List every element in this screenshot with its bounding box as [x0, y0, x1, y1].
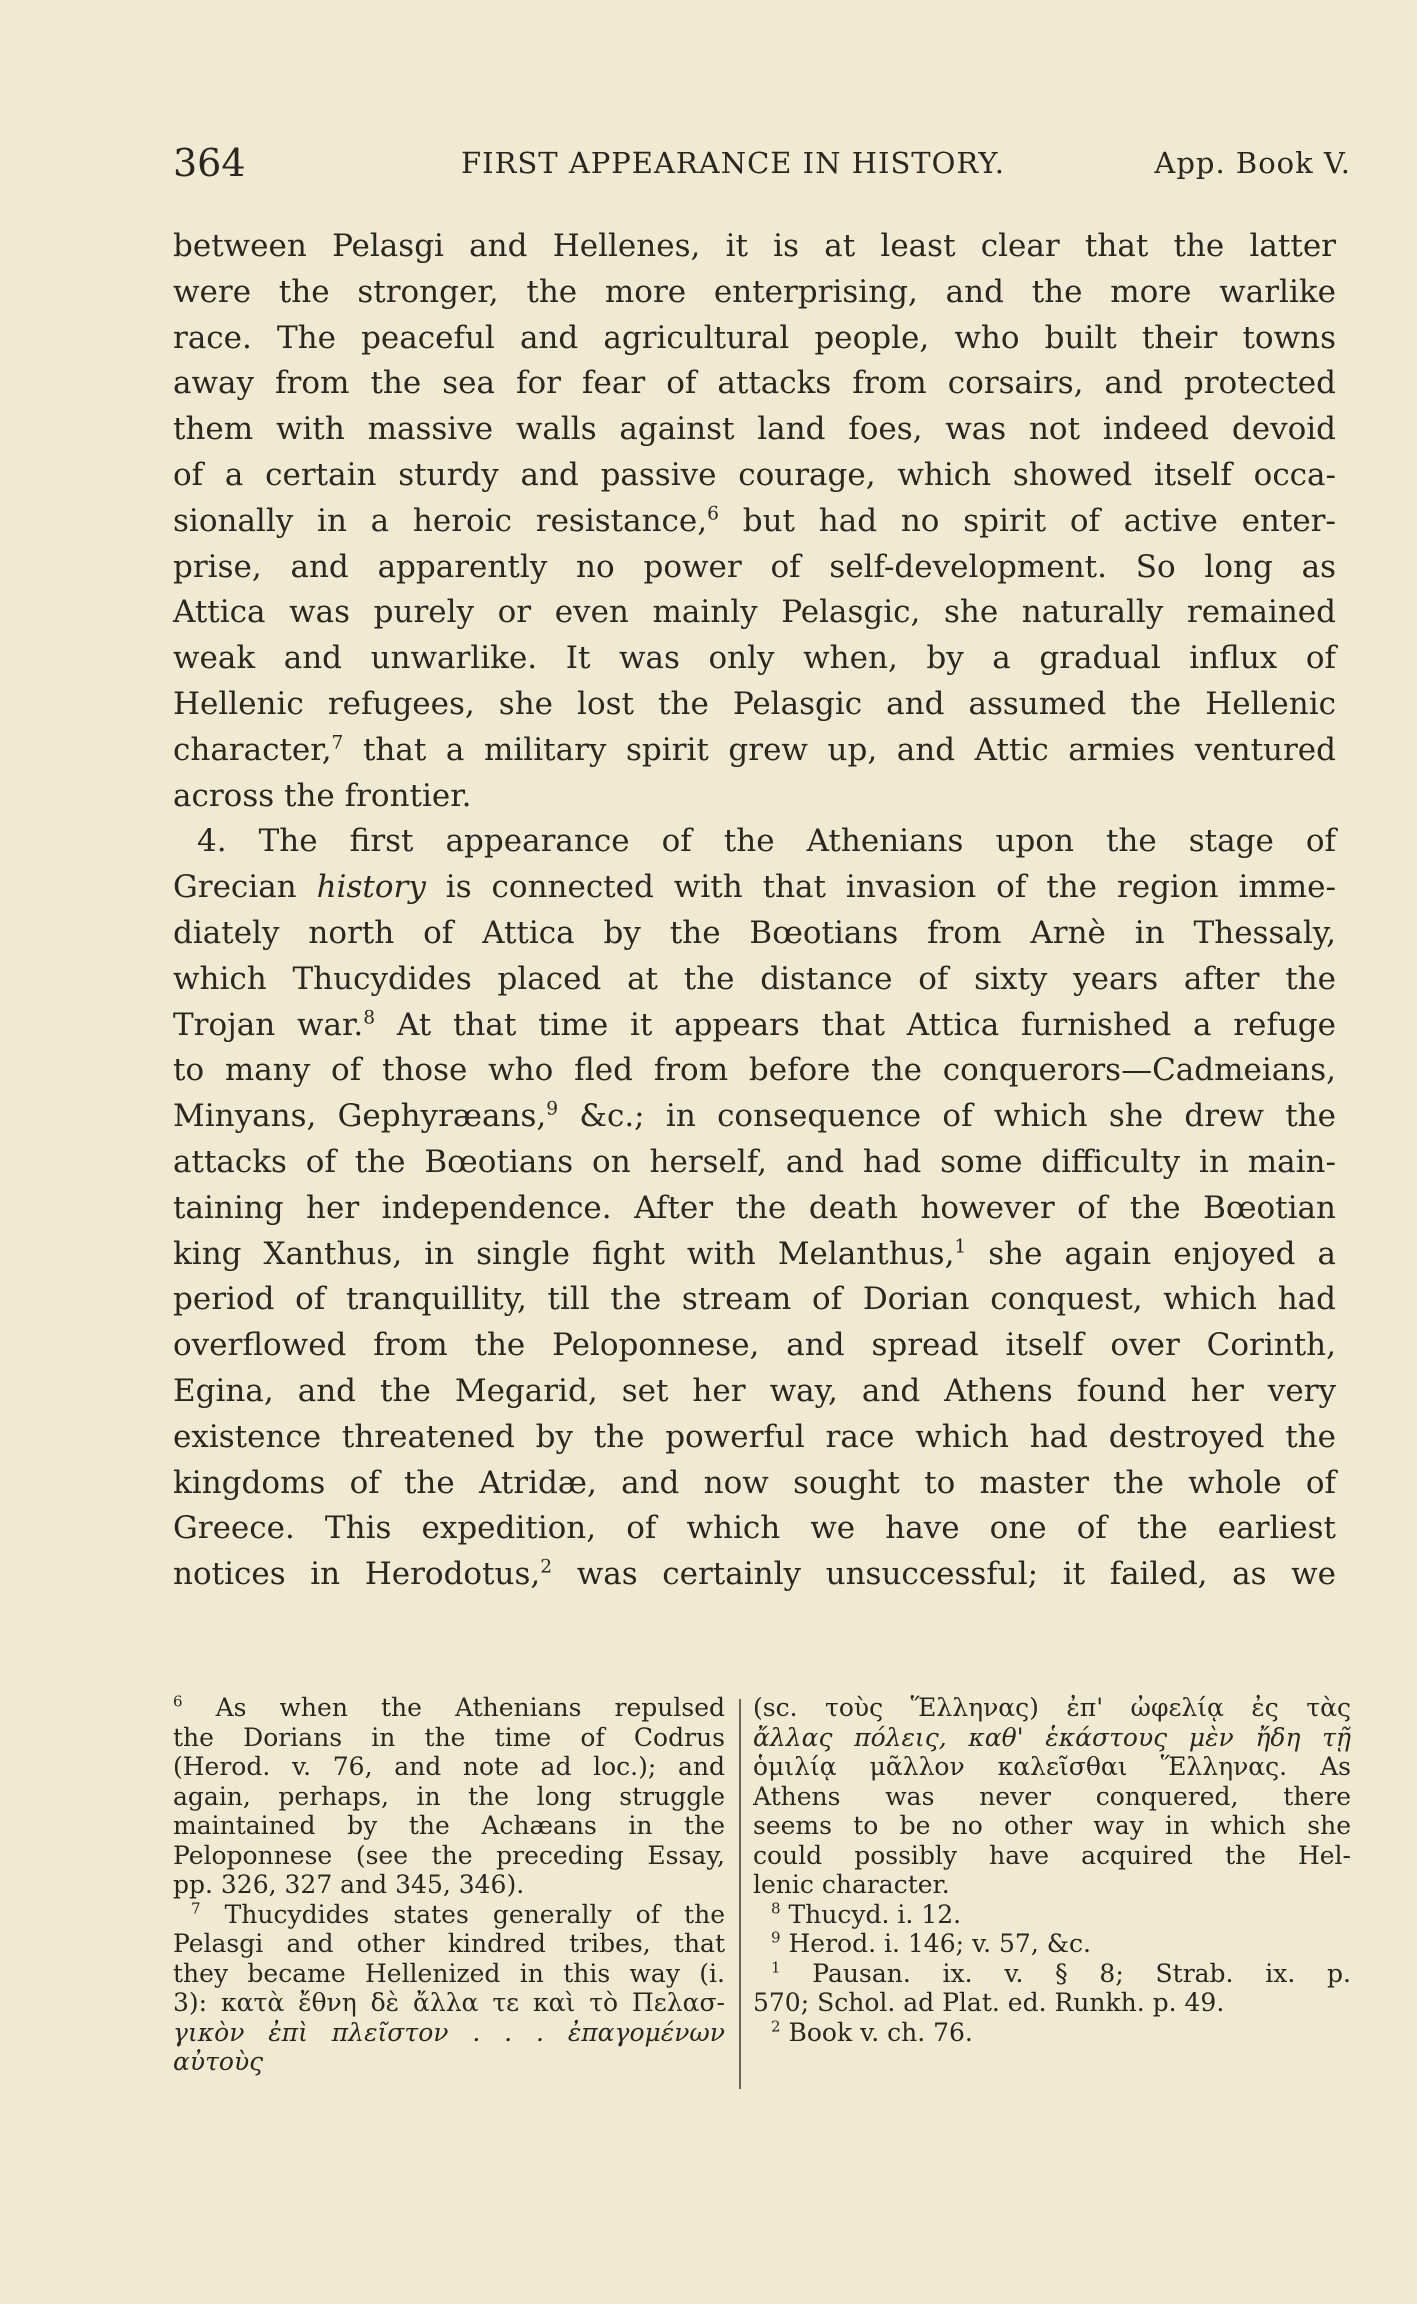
text-line: again, perhaps, in the long struggle — [173, 1781, 725, 1811]
text-line: they became Hellenized in this way (i. — [173, 1958, 725, 1988]
footnotes — [173, 1693, 1351, 2093]
page-number: 364 — [173, 141, 246, 185]
text-run: character, — [173, 731, 332, 768]
text-line: Hellenic refugees, she lost the Pelasgic and assumed the Hellenic — [173, 685, 1336, 722]
text-line: taining her independence. After the death however of the Bœotian — [173, 1189, 1336, 1226]
text-line: weak and unwarlike. It was only when, by a gradual influx of — [173, 640, 1336, 677]
footnote-1 — [753, 1959, 1351, 1989]
text-run: but had no spirit of active enter- — [718, 502, 1336, 539]
text-line — [173, 1552, 1336, 1598]
text-line: overflowed from the Peloponnese, and spread itself over Corinth, — [173, 1327, 1336, 1364]
text-line: ὁμιλίᾳ μᾶλλον καλεῖσθαι Ἕλληνας. As — [753, 1752, 1351, 1781]
footnote-ref-1[interactable]: 1 — [954, 1236, 967, 1258]
running-header — [173, 138, 1351, 188]
text-line: kingdoms of the Atridæ, and now sought to master the whole of — [173, 1464, 1336, 1501]
text-run: Minyans, Gephyræans, — [173, 1098, 547, 1135]
body-text — [173, 224, 1336, 1598]
text-line: were the stronger, the more enterprising, and the more warlike — [173, 273, 1336, 310]
text-line — [173, 1232, 1336, 1278]
footnote-7 — [173, 1900, 725, 1930]
text-line: maintained by the Achæans in the — [173, 1811, 725, 1840]
text-line: prise, and apparently no power of self-development. So long as — [173, 548, 1336, 585]
footnote-marker: 8 — [771, 1899, 781, 1918]
text-line — [173, 499, 1336, 545]
text-line: the Dorians in the time of Codrus — [173, 1722, 725, 1752]
footnote-9 — [753, 1929, 1351, 1959]
text-line: between Pelasgi and Hellenes, it is at least clear that the latter — [173, 228, 1336, 264]
text-line: race. The peaceful and agricultural people, who built their towns — [173, 319, 1336, 356]
greek-line: ἄλλας πόλεις, καθ' ἑκάστους μὲν ἤδη τῇ — [753, 1722, 1351, 1752]
text-run: &c.; in consequence of which she drew the — [558, 1098, 1336, 1135]
text-line: Peloponnese (see the preceding Essay, — [173, 1840, 725, 1870]
text-line: of a certain sturdy and passive courage, which showed itself occa- — [173, 456, 1336, 493]
text-run: As when the Athenians repulsed — [182, 1693, 725, 1722]
text-line — [173, 1003, 1336, 1049]
text-line: which Thucydides placed at the distance of sixty years after the — [173, 960, 1336, 997]
footnote-ref-7[interactable]: 7 — [331, 732, 344, 754]
text-line: (Herod. v. 76, and note ad loc.); and — [173, 1752, 725, 1781]
text-run: Book v. ch. 76. — [780, 2017, 973, 2047]
text-line: lenic character. — [753, 1870, 950, 1899]
greek-line: (sc. τοὺς Ἕλληνας) ἐπ' ὠφελίᾳ ἐς τὰς — [753, 1693, 1351, 1722]
footnote-marker: 7 — [191, 1899, 201, 1918]
text-line — [173, 865, 1336, 911]
text-run: notices in Herodotus, — [173, 1556, 541, 1593]
footnote-marker: 1 — [771, 1958, 781, 1977]
text-line: diately north of Attica by the Bœotians from Arnè in Thessaly, — [173, 914, 1336, 951]
text-line — [173, 728, 1336, 774]
text-line: 570; Schol. ad Plat. ed. Runkh. p. 49. — [753, 1988, 1225, 2017]
text-line: Attica was purely or even mainly Pelasgic, she naturally remained — [173, 594, 1336, 631]
footnote-marker: 2 — [771, 2017, 781, 2036]
text-line: to many of those who fled from before the conquerors—Cadmeians, — [173, 1052, 1336, 1089]
text-run: was certainly unsuccessful; it failed, as we — [552, 1556, 1336, 1593]
footnote-marker: 6 — [173, 1692, 183, 1711]
footnote-ref-8[interactable]: 8 — [363, 1007, 376, 1029]
text-line: Greece. This expedition, of which we have one of the earliest — [173, 1510, 1336, 1547]
text-run: is connected with that invasion of the region imme- — [425, 869, 1336, 906]
text-line: them with massive walls against land foes, was not indeed devoid — [173, 411, 1336, 448]
text-line: period of tranquillity, till the stream of Dorian conquest, which had — [173, 1281, 1336, 1318]
text-run: that a military spirit grew up, and Attic armies ventured — [343, 731, 1336, 768]
section-label: App. Book V. — [1154, 146, 1351, 180]
text-line: could possibly have acquired the Hel- — [753, 1840, 1351, 1870]
text-line: across the frontier. — [173, 777, 472, 814]
text-line — [173, 1094, 1336, 1140]
text-run: Thucyd. i. 12. — [780, 1899, 962, 1929]
footnote-marker: 9 — [771, 1928, 781, 1947]
text-run: king Xanthus, in single fight with Melanthus, — [173, 1235, 955, 1272]
text-run: Herod. i. 146; v. 57, &c. — [780, 1929, 1091, 1958]
footnote-ref-6[interactable]: 6 — [707, 503, 719, 525]
italic-word: history — [316, 869, 426, 906]
text-line: Pelasgi and other kindred tribes, that — [173, 1929, 725, 1958]
text-line: 4. The first appearance of the Athenians upon the stage of — [197, 823, 1336, 860]
text-run: Trojan war. — [173, 1006, 364, 1043]
text-line: Egina, and the Megarid, set her way, and Athens found her very — [173, 1372, 1336, 1409]
footnote-6 — [173, 1693, 725, 1723]
text-line: away from the sea for fear of attacks from corsairs, and protected — [173, 365, 1336, 402]
text-run: Pausan. ix. v. § 8; Strab. ix. p. — [780, 1958, 1351, 1988]
footnote-column-right — [753, 1693, 1351, 2047]
footnote-ref-2[interactable]: 2 — [540, 1556, 553, 1578]
text-run: she again enjoyed a — [966, 1235, 1336, 1272]
text-run: Thucydides states generally of the — [200, 1899, 725, 1929]
footnote-column-left — [173, 1693, 725, 2077]
text-line: attacks of the Bœotians on herself, and had some difficulty in main- — [173, 1143, 1336, 1180]
text-line: 3): κατὰ ἔθνη δὲ ἄλλα τε καὶ τὸ Πελασ- — [173, 1988, 725, 2017]
column-divider — [739, 1699, 741, 2089]
text-line: seems to be no other way in which she — [753, 1811, 1351, 1840]
text-run: At that time it appears that Attica furnished a refuge — [375, 1006, 1336, 1043]
text-run: Grecian — [173, 869, 317, 906]
footnote-2 — [753, 2018, 1351, 2048]
running-title: FIRST APPEARANCE IN HISTORY. — [461, 146, 1005, 180]
footnote-ref-9[interactable]: 9 — [546, 1098, 559, 1120]
text-run: sionally in a heroic resistance, — [173, 502, 708, 539]
greek-line: γικὸν ἐπὶ πλεῖστον . . . ἐπαγομένων αὐτοὺς — [173, 2017, 725, 2076]
text-line: pp. 326, 327 and 345, 346). — [173, 1870, 525, 1899]
text-line: existence threatened by the powerful race which had destroyed the — [173, 1418, 1336, 1455]
text-line: Athens was never conquered, there — [753, 1781, 1351, 1811]
footnote-8 — [753, 1900, 1351, 1930]
